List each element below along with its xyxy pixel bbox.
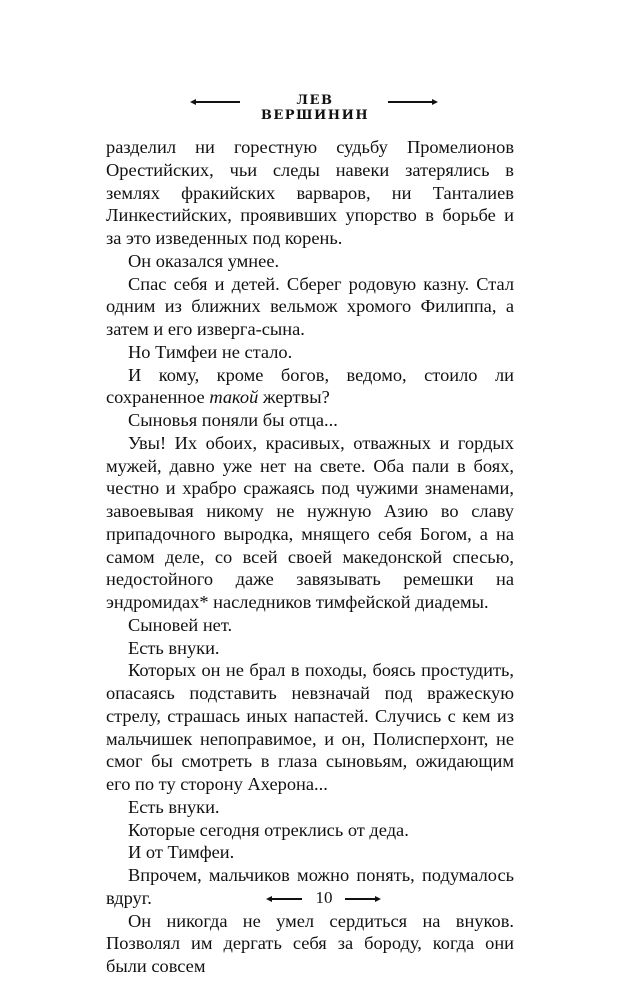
running-head: ЛЕВ ВЕРШИНИН [260,93,370,123]
paragraph: Сыновей нет. [128,614,233,635]
paragraph: Впрочем, мальчиков можно понять, подумалось вдруг. [106,865,514,908]
paragraph: Он никогда не умел сердиться на внуков. Позволял им дергать себя за бороду, когда они были совсем [106,910,514,976]
body-text [106,136,514,978]
page-number: 10 [315,888,333,907]
paragraph: Но Тимфеи не стало. [128,341,293,362]
paragraph: И от Тимфеи. [128,842,235,863]
footer-right-ornament [345,898,375,900]
paragraph: Увы! Их обоих, красивых, отважных и гордых мужей, давно уже нет на свете. Оба пали в боях, честно и храбро сражаясь под чужими знаменами, завоевывая никому не нужную Азию во славу припадочного выродка, мнящего себя Богом, а на самом деле, со всей своей македонской спесью, недостойного даже завязывать ремешки на эндромидах* наследников тимфейской диадемы. [106,432,514,612]
page-header [0,90,619,123]
paragraph: Есть внуки. [128,637,220,658]
paragraph: разделил ни горестную судьбу Промелионов Орестийских, чьи следы навеки затерялись в землях фракийских варваров, ни Танталиев Линкестийских, проявивших упорство в борьбе и за это изведенных под корень. [106,137,514,248]
paragraph [106,364,514,410]
paragraph: Есть внуки. [128,796,220,817]
paragraph: Сыновья поняли бы отца... [128,410,338,430]
italic-word: такой [209,387,259,408]
header-right-ornament [388,101,432,103]
paragraph: Которые сегодня отреклись от деда. [128,819,409,840]
header-left-ornament [196,101,240,103]
paragraph: Он оказался умнее. [128,250,280,271]
paragraph: Спас себя и детей. Сберег родовую казну. Стал одним из ближних вельмож хромого Филиппа, а затем и его изверга-сына. [106,273,514,339]
paragraph-text: жертвы? [258,387,330,408]
paragraph: Которых он не брал в походы, боясь простудить, опасаясь подставить невзначай под вражескую стрелу, страшась иных напастей. Случись с кем из мальчишек непоправимое, и он, Полисперхонт, не смог бы смотреть в глаза сыновьям, ожидающим его по ту сторону Ахерона... [106,660,514,794]
page-footer [0,888,619,910]
paragraph-text: И кому, кроме богов, ведомо, стоило ли сохраненное [106,364,514,408]
footer-left-ornament [272,898,302,900]
